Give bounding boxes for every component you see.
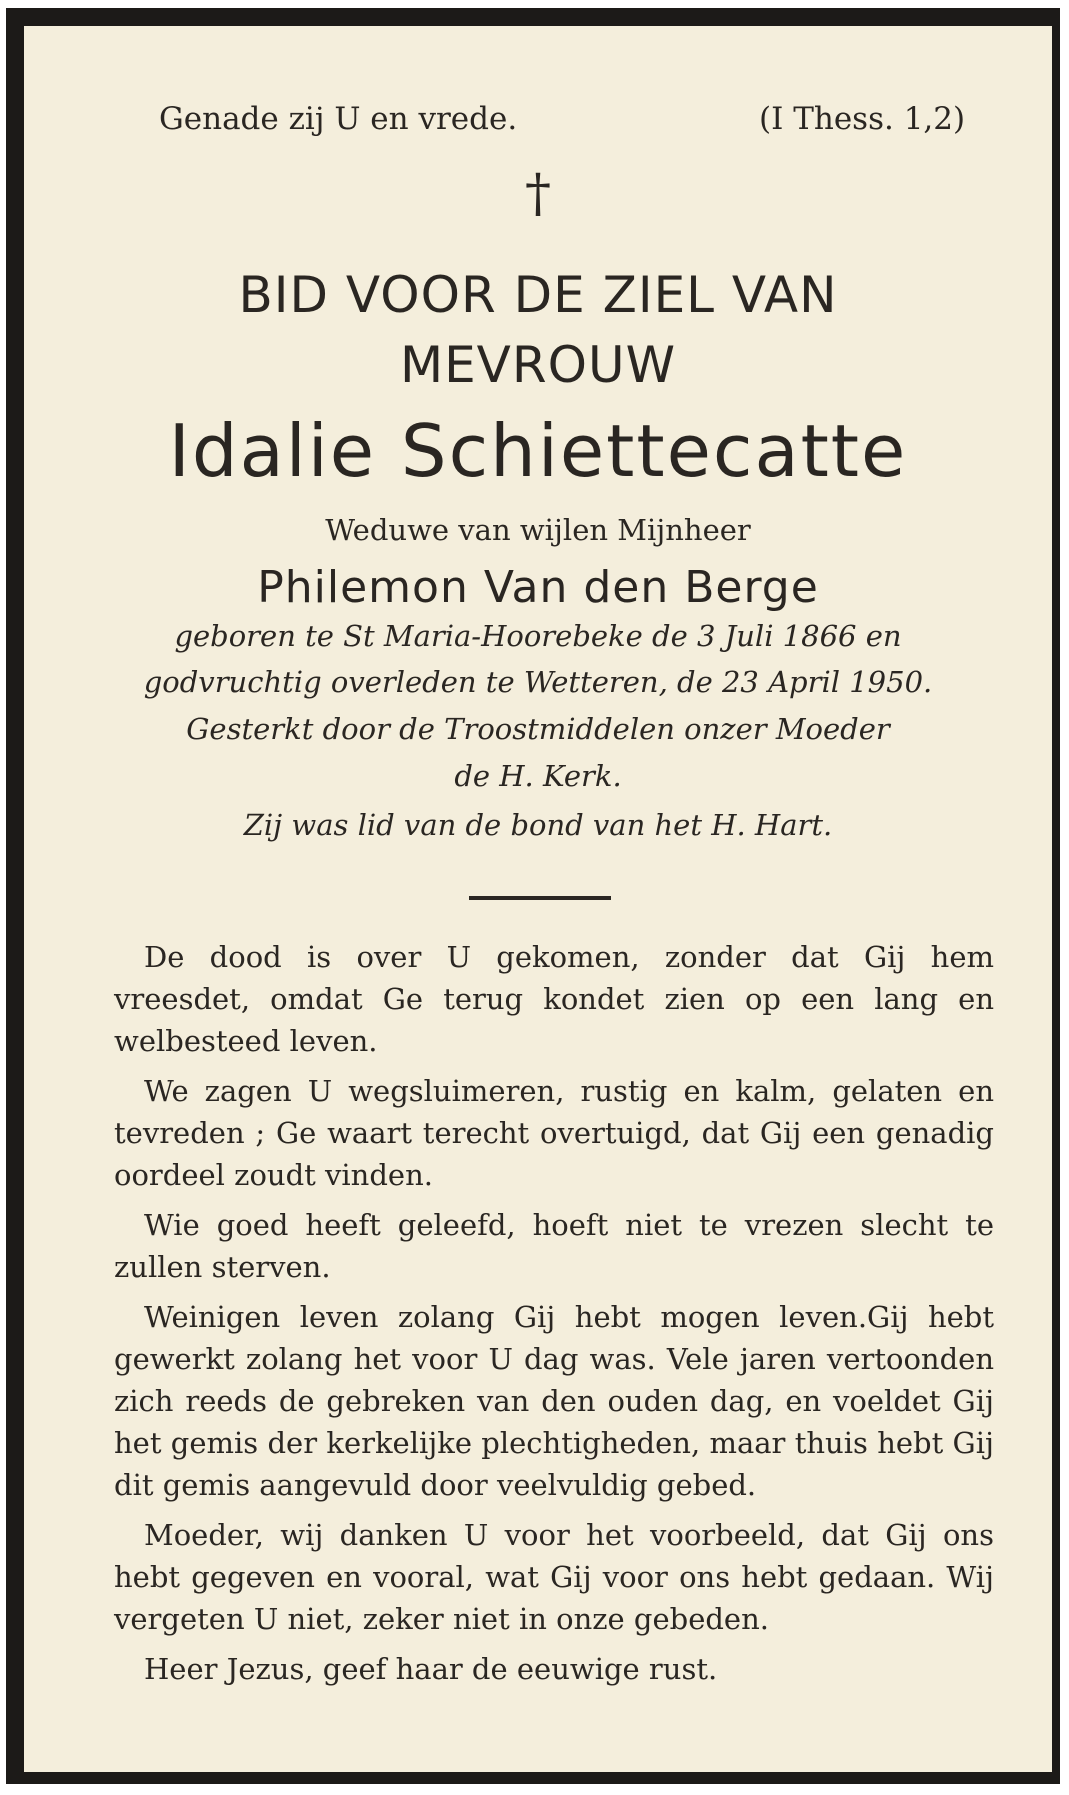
eulogy-paragraph: Heer Jezus, geef haar de eeuwige rust.	[144, 1652, 718, 1686]
bio-line: Zij was lid van de bond van het H. Hart.	[243, 808, 833, 842]
prayer-heading-line2: MEVROUW	[399, 336, 677, 394]
eulogy-paragraph: Weinigen leven zolang Gij hebt mogen leven.Gij hebt gewerkt zolang het voor U dag was. Vele jaren vertoonden zich reeds de gebreken van den ouden dag, en voeldet Gij het gemis der kerkelijke plechtigheden, maar thuis hebt Gij dit gemis aangevuld door veelvuldig gebed.	[114, 1300, 994, 1502]
cross-icon: †	[525, 164, 551, 224]
memorial-card	[6, 8, 1060, 1784]
deceased-name: Idalie Schiettecatte	[168, 409, 908, 493]
widow-of-label: Weduwe van wijlen Mijnheer	[325, 513, 751, 547]
eulogy-paragraph: We zagen U wegsluimeren, rustig en kalm, gelaten en tevreden ; Ge waart terecht overtuigd, dat Gij een genadig oordeel zoudt vinden.	[114, 1074, 994, 1192]
prayer-heading-line1: BID VOOR DE ZIEL VAN	[238, 266, 838, 324]
card-paper	[24, 26, 1052, 1772]
bio-line: godvruchtig overleden te Wetteren, de 23 April 1950.	[143, 665, 933, 699]
bio-line: de H. Kerk.	[454, 759, 622, 793]
bio-line: geboren te St Maria-Hoorebeke de 3 Juli 1866 en	[174, 619, 902, 653]
eulogy-paragraph: Wie goed heeft geleefd, hoeft niet te vrezen slecht te zullen sterven.	[114, 1208, 994, 1284]
spouse-name: Philemon Van den Berge	[257, 562, 819, 613]
divider-rule	[469, 896, 611, 900]
eulogy-text	[114, 936, 994, 1690]
scripture-reference: (I Thess. 1,2)	[759, 101, 966, 137]
bio-line: Gesterkt door de Troostmiddelen onzer Moeder	[186, 712, 890, 746]
eulogy-paragraph: Moeder, wij danken U voor het voorbeeld, dat Gij ons hebt gegeven en vooral, wat Gij voor ons hebt gedaan. Wij vergeten U niet, zeker niet in onze gebeden.	[114, 1518, 994, 1636]
eulogy-paragraph: De dood is over U gekomen, zonder dat Gij hem vreesdet, omdat Ge terug kondet zien op een lang en welbesteed leven.	[114, 940, 994, 1058]
header-quote: Genade zij U en vrede.	[159, 101, 518, 137]
